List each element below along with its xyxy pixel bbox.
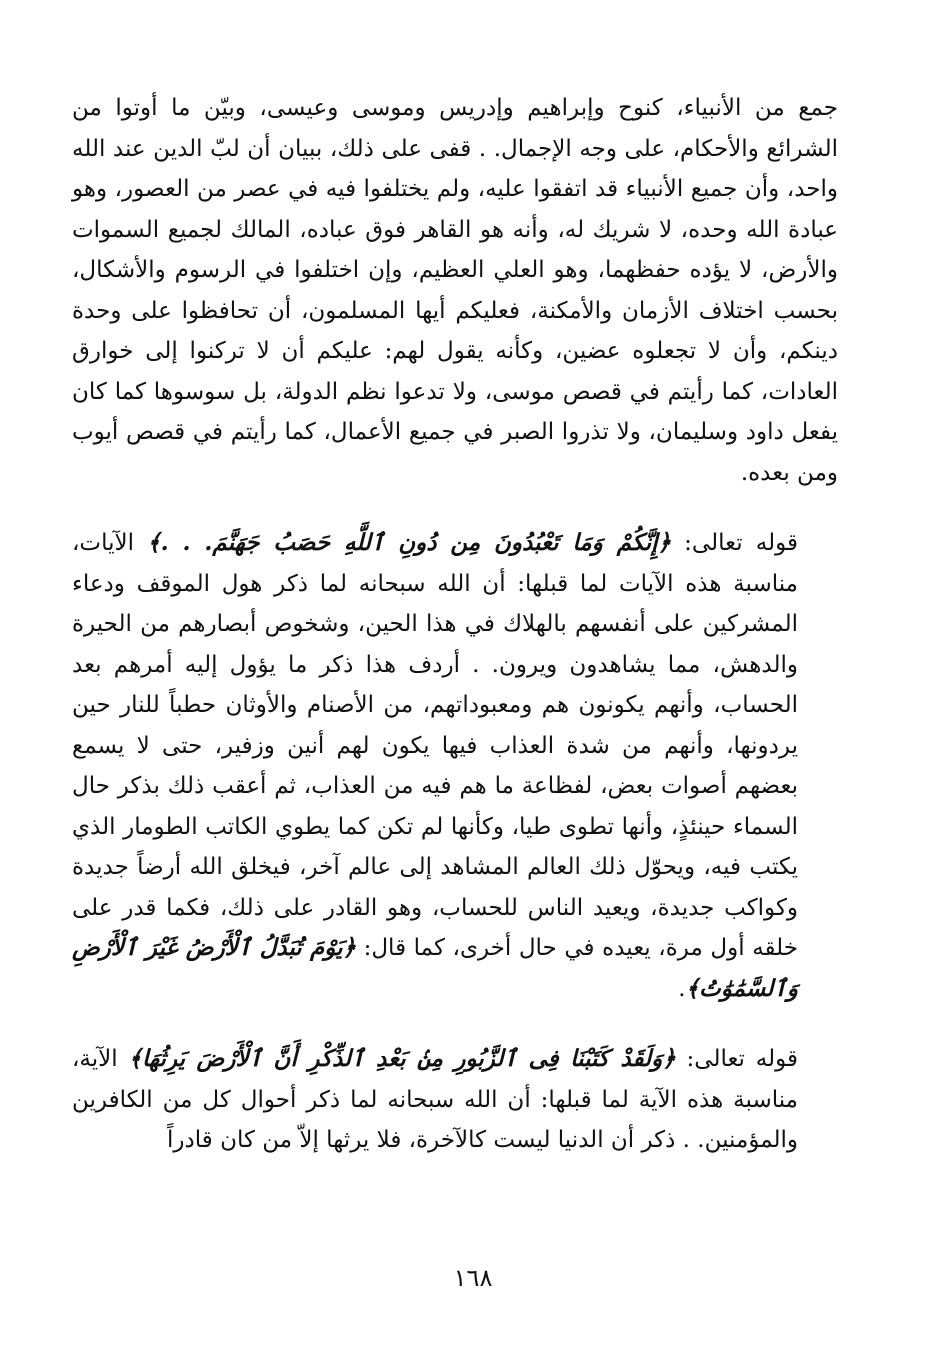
paragraph-2-lead: قوله تعالى: [671, 530, 798, 556]
paragraph-2-text: الآيات، مناسبة هذه الآيات لما قبلها: أن الله سبحانه لما ذكر هول الموقف ودعاء المشركين على أنفسهم بالهلاك في هذا الحين، وشخوص أبصارهم من الحيرة والدهش، مما يشاهدون ويرون. . أردف هذا ذكر ما يؤول إليه أمرهم بعد الحساب، وأنهم يكونون هم ومعبوداتهم، من الأصنام والأوثان حطباً للنار حين يردونها، وأنهم من شدة العذاب فيها يكون لهم أنين وزفير، حتى لا يسمع بعضهم أصوات بعض، لفظاعة ما هم فيه من العذاب، ثم أعقب ذلك بذكر حال السماء حينئذٍ، وأنها تطوى طيا، وكأنها لم تكن كما يطوي الكاتب الطومار الذي يكتب فيه، ويحوّل ذلك العالم المشاهد إلى عالم آخر، فيخلق الله أرضاً جديدة وكواكب جديدة، ويعيد الناس للحساب، وهو القادر على ذلك، فكما قدر على خلقه أول مرة، يعيده في حال أخرى، كما قال: [72, 530, 798, 961]
quran-verse-3: ﴿وَلَقَدْ كَتَبْنَا فِى ٱلزَّبُورِ مِنۢ بَعْدِ ٱلذِّكْرِ أَنَّ ٱلْأَرْضَ يَرِثُهَا﴾ [128, 1045, 676, 1072]
page-body [72, 88, 838, 1161]
paragraph-2-end: . [678, 975, 686, 1002]
paragraph-gap [72, 493, 838, 523]
quran-verse-1: ﴿إِنَّكُمْ وَمَا تَعْبُدُونَ مِن دُونِ ٱللَّهِ حَصَبُ جَهَنَّمَ. . .﴾ [147, 529, 671, 556]
paragraph-2 [72, 523, 838, 1009]
page-number: ١٦٨ [453, 1264, 493, 1292]
paragraph-1 [72, 88, 838, 493]
paragraph-3-lead: قوله تعالى: [675, 1046, 798, 1072]
paragraph-3 [72, 1039, 838, 1161]
paragraph-1-text: جمع من الأنبياء، كنوح وإبراهيم وإدريس وموسى وعيسى، وبيّن ما أوتوا من الشرائع والأحكام، على وجه الإجمال. . قفى على ذلك، ببيان أن لبّ الدين عند الله واحد، وأن جميع الأنبياء قد اتفقوا عليه، ولم يختلفوا فيه في عصر من العصور، وهو عبادة الله وحده، لا شريك له، وأنه هو القاهر فوق عباده، المالك لجميع السموات والأرض، لا يؤده حفظهما، وهو العلي العظيم، وإن اختلفوا في الرسوم والأشكال، بحسب اختلاف الأزمان والأمكنة، فعليكم أيها المسلمون، أن تحافظوا على وحدة دينكم، وأن لا تجعلوه عضين، وكأنه يقول لهم: عليكم أن لا تركنوا إلى خوارق العادات، كما رأيتم في قصص موسى، ولا تدعوا نظم الدولة، بل سوسوها كما كان يفعل داود وسليمان، ولا تذروا الصبر في جميع الأعمال، كما رأيتم في قصص أيوب ومن بعده. [72, 95, 838, 486]
paragraph-gap [72, 1009, 838, 1039]
paragraph-3-text: الآية، مناسبة هذه الآية لما قبلها: أن الله سبحانه لما ذكر أحوال كل من الكافرين والمؤمنين. . ذكر أن الدنيا ليست كالآخرة، فلا يرثها إلاّ من كان قادراً [72, 1046, 798, 1153]
quran-verse-2: ﴿يَوْمَ تُبَدَّلُ ٱلْأَرْضُ غَيْرَ ٱلْأَرْضِ وَٱلسَّمَٰوَٰتُ﴾ [72, 934, 798, 1002]
